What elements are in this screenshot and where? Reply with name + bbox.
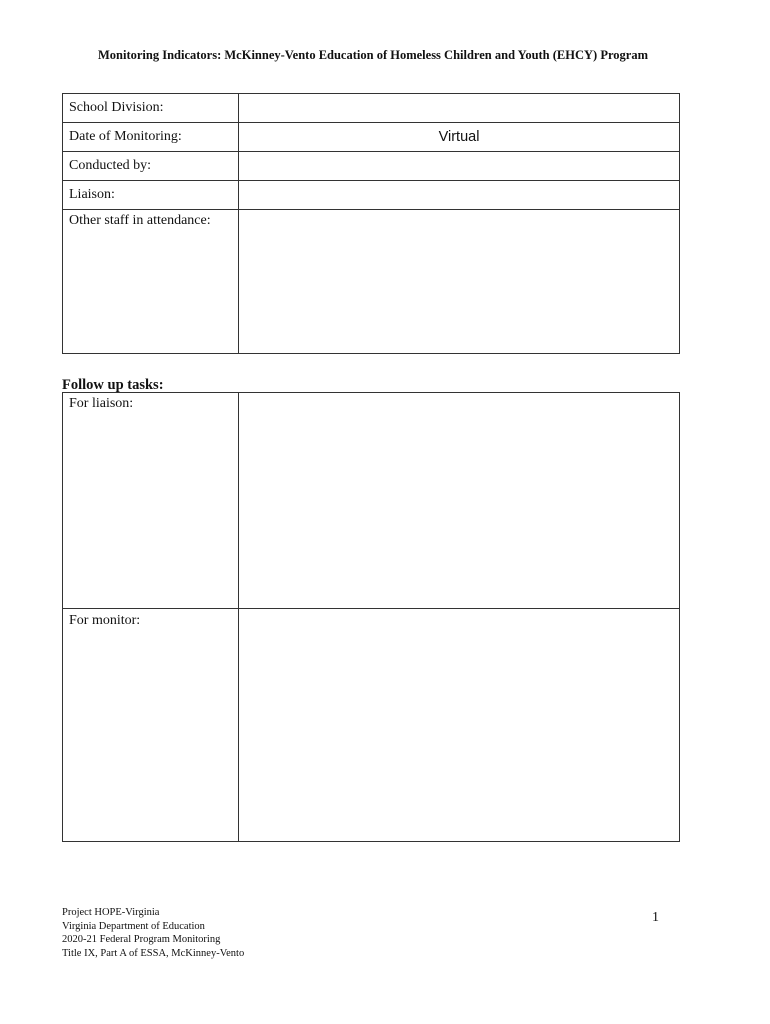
for-monitor-field[interactable]: [239, 609, 680, 842]
date-of-monitoring-field[interactable]: Virtual: [239, 123, 680, 152]
footer-line: Project HOPE-Virginia: [62, 907, 160, 918]
footer-line: Virginia Department of Education: [62, 920, 205, 932]
table-row: [63, 609, 680, 842]
follow-up-heading: Follow up tasks:: [62, 377, 164, 393]
page-number: 1: [652, 910, 659, 925]
table-row: [63, 123, 680, 152]
footer: [62, 906, 244, 960]
school-division-label: School Division:: [63, 94, 239, 123]
table-row: [63, 393, 680, 609]
for-liaison-label: For liaison:: [63, 393, 239, 609]
other-staff-field[interactable]: [239, 210, 680, 354]
liaison-label: Liaison:: [63, 181, 239, 210]
follow-up-table: [62, 392, 680, 842]
footer-line: Title IX, Part A of ESSA, McKinney-Vento: [62, 947, 245, 959]
table-row: [63, 181, 680, 210]
other-staff-label: Other staff in attendance:: [63, 210, 239, 354]
for-monitor-label: For monitor:: [63, 609, 239, 842]
for-liaison-field[interactable]: [239, 393, 680, 609]
date-of-monitoring-label: Date of Monitoring:: [63, 123, 239, 152]
liaison-field[interactable]: [239, 181, 680, 210]
school-division-field[interactable]: [239, 94, 680, 123]
page-title: Monitoring Indicators: McKinney-Vento Education of Homeless Children and Youth (EHCY) Program: [97, 48, 648, 62]
footer-line: 2020-21 Federal Program Monitoring: [62, 934, 221, 945]
table-row: [63, 210, 680, 354]
table-row: [63, 152, 680, 181]
monitoring-info-table: [62, 93, 680, 354]
table-row: [63, 94, 680, 123]
conducted-by-label: Conducted by:: [63, 152, 239, 181]
conducted-by-field[interactable]: [239, 152, 680, 181]
